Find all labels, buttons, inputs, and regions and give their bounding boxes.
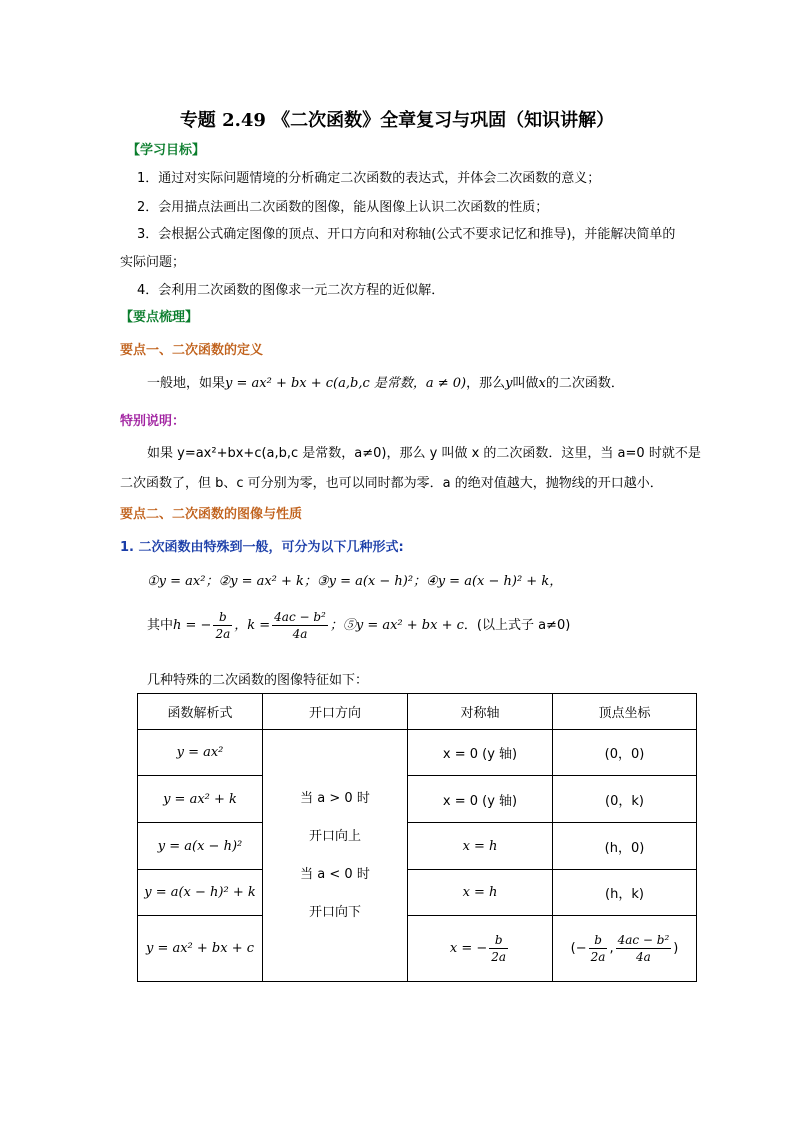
definition-mid2: 叫做 xyxy=(512,376,539,391)
row4-vertex: (h，k) xyxy=(553,870,697,916)
objective-item-3: 3．会根据公式确定图像的顶点、开口方向和对称轴(公式不要求记忆和推导)，并能解决简单的 xyxy=(137,227,676,242)
objective-item-1: 1．通过对实际问题情境的分析确定二次函数的表达式，并体会二次函数的意义； xyxy=(137,171,601,186)
page-title: 专题 2.49 《二次函数》全章复习与巩固（知识讲解） xyxy=(179,110,615,131)
row5-vertex-denominator-2: 4a xyxy=(636,950,651,964)
row5-function: y = ax² + bx + c xyxy=(138,916,263,982)
table-header-row xyxy=(138,694,697,730)
row1-vertex: (0，0) xyxy=(553,730,697,776)
row5-vertex-denominator-1: 2a xyxy=(590,950,606,964)
opening-line-1: 当 a > 0 时 xyxy=(300,790,370,806)
table-row xyxy=(138,916,697,982)
opening-line-2: 开口向上 xyxy=(308,828,361,844)
where-prefix: 其中 xyxy=(147,618,174,633)
row2-vertex: (0，k) xyxy=(553,776,697,823)
function-forms: ①y = ax²；②y = ax² + k；③y = a(x − h)²；④y = a(x − h)² + k， xyxy=(147,574,563,589)
definition-y: y xyxy=(505,376,513,391)
objective-item-4: 4．会利用二次函数的图像求一元二次方程的近似解． xyxy=(137,283,445,298)
header-function: 函数解析式 xyxy=(138,694,263,730)
row5-axis xyxy=(408,916,553,982)
point2-heading: 要点二、二次函数的图像与性质 xyxy=(120,507,303,522)
form5-note: ．(以上式子 a≠0) xyxy=(463,618,571,633)
row5-axis-numerator: b xyxy=(489,932,508,949)
objective-item-3-cont: 实际问题； xyxy=(120,255,186,270)
row5-vertex-fraction-2 xyxy=(616,932,672,965)
definition-prefix: 一般地，如果 xyxy=(147,376,226,391)
row3-vertex: (h，0) xyxy=(553,823,697,870)
properties-table xyxy=(137,693,697,982)
where-line xyxy=(147,609,570,643)
row4-function: y = a(x − h)² + k xyxy=(138,870,263,916)
h-fraction xyxy=(213,609,232,642)
header-vertex: 顶点坐标 xyxy=(553,694,697,730)
point2-sub1: 1. 二次函数由特殊到一般，可分为以下几种形式: xyxy=(120,540,404,555)
row5-axis-fraction xyxy=(489,932,508,965)
k-denominator: 4a xyxy=(292,627,308,641)
table-intro: 几种特殊的二次函数的图像特征如下： xyxy=(147,673,369,688)
point1-heading: 要点一、二次函数的定义 xyxy=(120,343,264,358)
h-denominator: 2a xyxy=(215,627,231,641)
row5-vertex-comma: , xyxy=(609,941,614,956)
header-axis: 对称轴 xyxy=(408,694,553,730)
definition-formula: y = ax² + bx + c(a,b,c 是常数，a ≠ 0) xyxy=(225,376,467,391)
table-row xyxy=(138,776,697,823)
row2-axis: x = 0 (y 轴) xyxy=(408,776,553,823)
form5: ；⑤y = ax² + bx + c xyxy=(329,618,464,633)
note-line-1: 如果 y=ax²+bx+c(a,b,c 是常数，a≠0)，那么 y 叫做 x 的二次函数．这里，当 a=0 时就不是 xyxy=(147,446,701,461)
row5-vertex xyxy=(553,916,697,982)
row5-vertex-open: ( xyxy=(570,941,576,956)
opening-line-4: 开口向下 xyxy=(308,904,361,920)
objectives-heading: 【学习目标】 xyxy=(127,143,206,158)
h-lhs: h = − xyxy=(173,618,212,633)
row5-vertex-numerator-1: b xyxy=(589,932,608,949)
opening-line-3: 当 a < 0 时 xyxy=(300,866,370,882)
row1-function: y = ax² xyxy=(138,730,263,776)
h-numerator: b xyxy=(213,609,232,626)
row5-axis-denominator: 2a xyxy=(491,950,507,964)
table-row xyxy=(138,870,697,916)
note-line-2: 二次函数了，但 b、c 可分别为零，也可以同时都为零．a 的绝对值越大，抛物线的开口越小． xyxy=(120,476,663,491)
row1-axis: x = 0 (y 轴) xyxy=(408,730,553,776)
row5-axis-prefix: x = − xyxy=(449,941,488,956)
table-row xyxy=(138,730,697,776)
definition-line xyxy=(147,372,624,391)
note-heading: 特别说明： xyxy=(120,414,186,429)
opening-direction-cell xyxy=(263,730,408,982)
row5-vertex-numerator-2: 4ac − b² xyxy=(617,933,670,947)
definition-mid: ，那么 xyxy=(466,376,506,391)
row3-axis: x = h xyxy=(408,823,553,870)
row5-vertex-minus: − xyxy=(575,941,587,956)
objective-item-2: 2．会用描点法画出二次函数的图像，能从图像上认识二次函数的性质； xyxy=(137,200,549,215)
row4-axis: x = h xyxy=(408,870,553,916)
k-lhs: ，k = xyxy=(234,618,271,633)
k-numerator: 4ac − b² xyxy=(274,610,326,624)
row3-function: y = a(x − h)² xyxy=(138,823,263,870)
row5-vertex-fraction-1 xyxy=(589,932,608,965)
row2-function: y = ax² + k xyxy=(138,776,263,823)
k-fraction xyxy=(272,609,328,642)
table-row xyxy=(138,823,697,870)
definition-x: x xyxy=(538,376,546,391)
header-opening: 开口方向 xyxy=(263,694,408,730)
definition-suffix: 的二次函数． xyxy=(545,376,624,391)
summary-heading: 【要点梳理】 xyxy=(120,310,199,325)
row5-vertex-close: ) xyxy=(673,941,679,956)
